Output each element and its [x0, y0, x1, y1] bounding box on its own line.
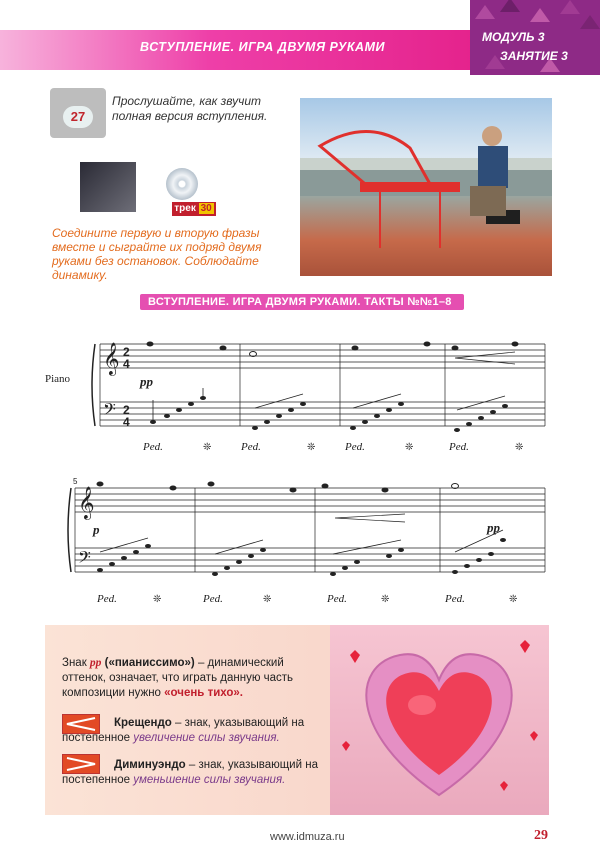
track-label[interactable] — [172, 202, 216, 216]
pedal-mark: Ped. — [143, 441, 163, 453]
pp-name: («пианиссимо») — [101, 657, 195, 669]
pedal-mark: Ped. — [345, 441, 365, 453]
track-number: 30 — [200, 203, 212, 214]
lesson-label: ЗАНЯТИЕ 3 — [500, 49, 568, 63]
svg-text:𝄞: 𝄞 — [103, 343, 120, 374]
pp-description — [62, 656, 324, 701]
pedal-release-mark: ❊ — [263, 594, 272, 605]
crescendo-desc: – знак, указывающий на постепенное — [62, 717, 305, 744]
dynamic-pp: pp — [140, 374, 153, 389]
pedal-release-mark: ❊ — [381, 594, 390, 605]
pedal-mark: Ped. — [327, 593, 347, 605]
hands-on-keys-photo — [80, 162, 136, 212]
diminuendo-name: Диминуэндо — [114, 759, 186, 771]
pp-sign: pp — [89, 657, 102, 669]
time-signature-top: 2 — [123, 345, 130, 359]
pedal-mark: Ped. — [203, 593, 223, 605]
page-number: 29 — [534, 828, 548, 843]
instrument-label: Piano — [45, 373, 71, 385]
pedal-release-mark: ❊ — [153, 594, 162, 605]
diminuendo-emphasis: уменьшение силы звучания. — [133, 774, 286, 786]
footer-website[interactable]: www.idmuza.ru — [270, 831, 345, 843]
pedal-release-mark: ❊ — [307, 442, 316, 453]
dynamic-p: p — [93, 522, 100, 537]
pedal-mark: Ped. — [449, 441, 469, 453]
pedal-release-mark: ❊ — [509, 594, 518, 605]
section-title: ВСТУПЛЕНИЕ. ИГРА ДВУМЯ РУКАМИ. ТАКТЫ №№1–8 — [148, 296, 452, 308]
sheet-music — [45, 318, 555, 618]
pedal-release-mark: ❊ — [203, 442, 212, 453]
track-label-text: трек — [174, 203, 196, 214]
time-signature-bottom: 4 — [123, 357, 130, 371]
score-svg — [45, 318, 555, 618]
cd-icon[interactable] — [166, 168, 198, 200]
page-title: ВСТУПЛЕНИЕ. ИГРА ДВУМЯ РУКАМИ — [140, 40, 385, 54]
crescendo-description — [62, 716, 324, 746]
audio-track-badge: 27 — [63, 106, 93, 128]
svg-text:𝄞: 𝄞 — [78, 487, 95, 518]
listen-instruction: Прослушайте, как звучит полная версия вступления. — [112, 94, 268, 123]
crescendo-emphasis: увеличение силы звучания. — [133, 732, 280, 744]
pp-emphasis: «очень тихо». — [164, 687, 243, 699]
diminuendo-desc: – знак, указывающий на постепенное — [62, 759, 318, 786]
pp-desc: – динамический оттенок, означает, что играть данную часть композиции нужно — [62, 657, 294, 699]
pedal-release-mark: ❊ — [405, 442, 414, 453]
piano-player-photo — [300, 98, 552, 276]
svg-text:𝄢: 𝄢 — [78, 549, 91, 571]
time-signature-bottom-bass: 4 — [123, 415, 130, 429]
pedal-mark: Ped. — [97, 593, 117, 605]
diminuendo-description — [62, 758, 324, 788]
pp-prefix: Знак — [62, 657, 90, 669]
dynamic-pp: pp — [487, 520, 500, 535]
heart-illustration — [330, 625, 549, 815]
time-signature-top-bass: 2 — [123, 403, 130, 417]
pedal-mark: Ped. — [241, 441, 261, 453]
module-label: МОДУЛЬ 3 — [482, 30, 545, 44]
practice-instruction: Соедините первую и вторую фразы вместе и сыграйте их подряд двумя руками без остановок. Соблюдайте динамику. — [52, 226, 262, 282]
pedal-mark: Ped. — [445, 593, 465, 605]
crescendo-name: Крещендо — [114, 717, 172, 729]
measure-number: 5 — [73, 477, 78, 486]
pedal-release-mark: ❊ — [515, 442, 524, 453]
svg-text:𝄢: 𝄢 — [103, 401, 116, 423]
